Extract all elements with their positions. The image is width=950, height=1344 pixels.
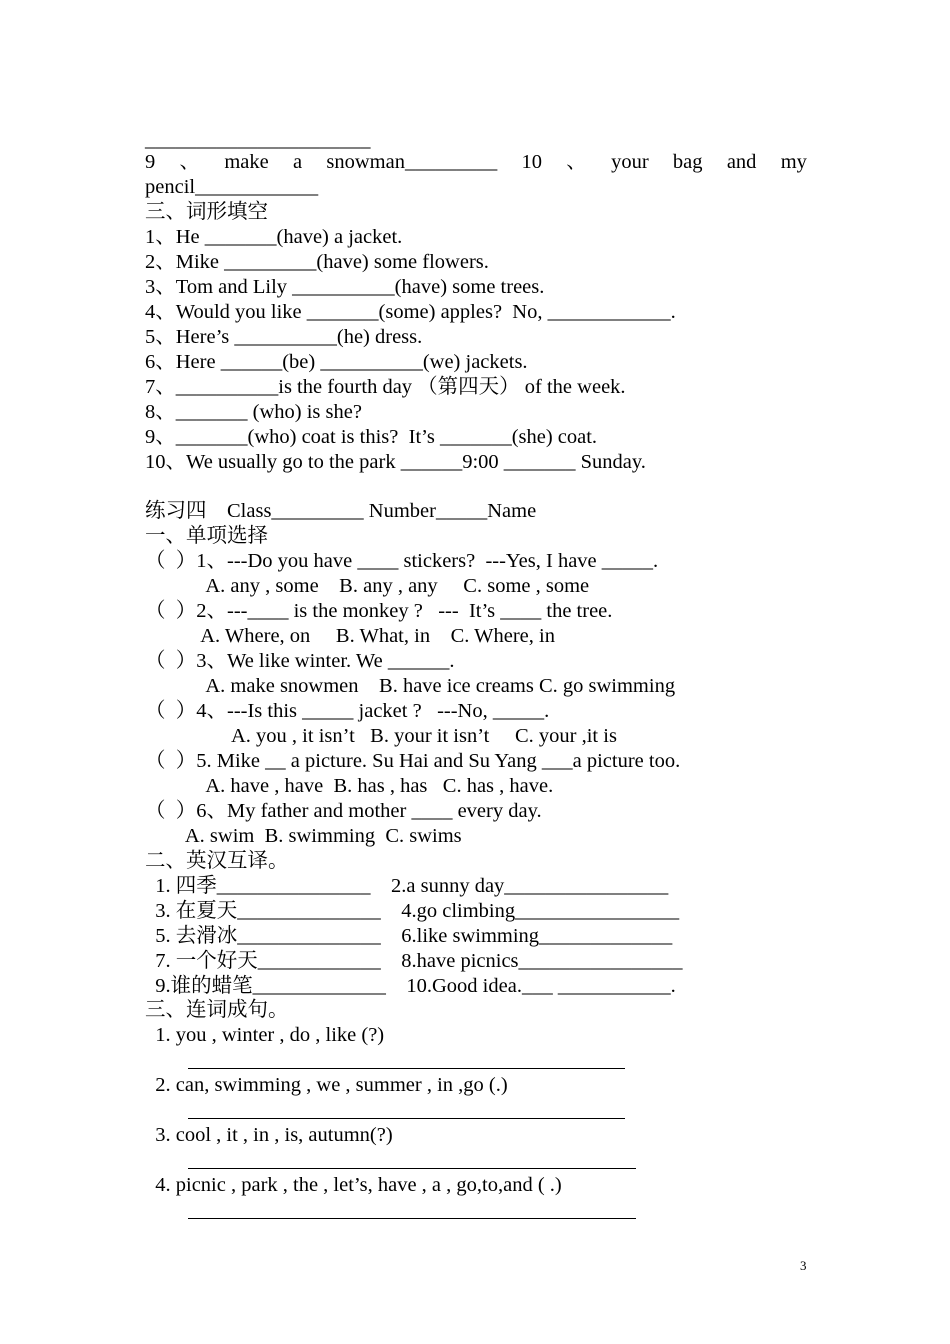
- row9-word: snowman_________: [326, 151, 498, 173]
- row9-word: bag: [672, 151, 703, 173]
- section3-item: 4、Would you like _______(some) apples? No, ____________.: [145, 301, 676, 323]
- translation-line: 1. 四季_______________ 2.a sunny day________________: [145, 875, 669, 897]
- row9-word: 、: [179, 151, 201, 173]
- mc-line: （ ）5. Mike __ a picture. Su Hai and Su Yang ___a picture too.: [145, 750, 681, 772]
- mc-line: A. any , some B. any , any C. some , some: [145, 575, 590, 597]
- mc-line: （ ）6、My father and mother ____ every day.: [145, 800, 542, 822]
- translation-title: 二、英汉互译。: [145, 850, 289, 872]
- mc-line: （ ）4、---Is this _____ jacket ? ---No, _____.: [145, 700, 550, 722]
- row9-word: my: [780, 151, 807, 173]
- mc-question-2: （ ）2、---____ is the monkey ? --- It’s ____ the tree.: [145, 600, 613, 622]
- exercise4-header: 练习四 Class_________ Number_____Name: [145, 500, 537, 522]
- mc-line: A. you , it isn’t B. your it isn’t C. your ,it is: [145, 725, 617, 747]
- row9-word: 10: [521, 151, 542, 173]
- translation-line: 7. 一个好天____________ 8.have picnics________________: [145, 950, 683, 972]
- mc-title: 一、单项选择: [145, 525, 268, 547]
- answer-line: [188, 1168, 636, 1169]
- section3-item: 6、Here ______(be) __________(we) jackets.: [145, 351, 528, 373]
- row9-word: make: [224, 151, 269, 173]
- section3-item: 9、_______(who) coat is this? It’s _______(she) coat.: [145, 426, 598, 448]
- section3-item: 5、Here’s __________(he) dress.: [145, 326, 423, 348]
- row9-word: your: [611, 151, 649, 173]
- row9-word: and: [726, 151, 757, 173]
- mc-line: A. make snowmen B. have ice creams C. go swimming: [145, 675, 676, 697]
- section3-title: 三、词形填空: [145, 201, 268, 223]
- section3-item: 10、We usually go to the park ______9:00 _______ Sunday.: [145, 451, 646, 473]
- row9-word: 9: [145, 151, 156, 173]
- section3-item: 8、_______ (who) is she?: [145, 401, 362, 423]
- row9-continuation: pencil____________: [145, 176, 319, 198]
- word-order-item: 1. you , winter , do , like (?): [145, 1024, 385, 1046]
- mc-line: （ ）1、---Do you have ____ stickers? ---Yes, I have _____.: [145, 550, 659, 572]
- word-order-item: 3. cool , it , in , is, autumn(?): [145, 1124, 393, 1146]
- row9-word: a: [293, 151, 303, 173]
- translation-line: 9.谁的蜡笔_____________ 10.Good idea.___ ___________.: [145, 975, 676, 997]
- answer-line: [188, 1218, 636, 1219]
- answer-line: [188, 1068, 625, 1069]
- section3-item: 7、__________is the fourth day （第四天） of the week.: [145, 376, 626, 398]
- mc-line: A. swim B. swimming C. swims: [145, 825, 462, 847]
- section3-item: 2、Mike _________(have) some flowers.: [145, 251, 489, 273]
- top-blank-line: ______________________: [145, 129, 371, 151]
- row-9-10: [145, 150, 807, 175]
- row9-word: 、: [566, 151, 587, 173]
- section3-item: 1、He _______(have) a jacket.: [145, 226, 403, 248]
- mc-line: A. have , have B. has , has C. has , have.: [145, 775, 554, 797]
- word-order-title: 三、连词成句。: [145, 999, 289, 1021]
- mc-line: A. Where, on B. What, in C. Where, in: [145, 625, 555, 647]
- answer-line: [188, 1118, 625, 1119]
- translation-line: 5. 去滑冰______________ 6.like swimming_____________: [145, 925, 673, 947]
- word-order-item: 2. can, swimming , we , summer , in ,go (.): [145, 1074, 508, 1096]
- page-number: 3: [800, 1258, 807, 1273]
- word-order-item: 4. picnic , park , the , let’s, have , a , go,to,and ( .): [145, 1174, 562, 1196]
- mc-line: （ ）3、We like winter. We ______.: [145, 650, 455, 672]
- translation-line: 3. 在夏天______________ 4.go climbing________________: [145, 900, 680, 922]
- section3-item: 3、Tom and Lily __________(have) some trees.: [145, 276, 545, 298]
